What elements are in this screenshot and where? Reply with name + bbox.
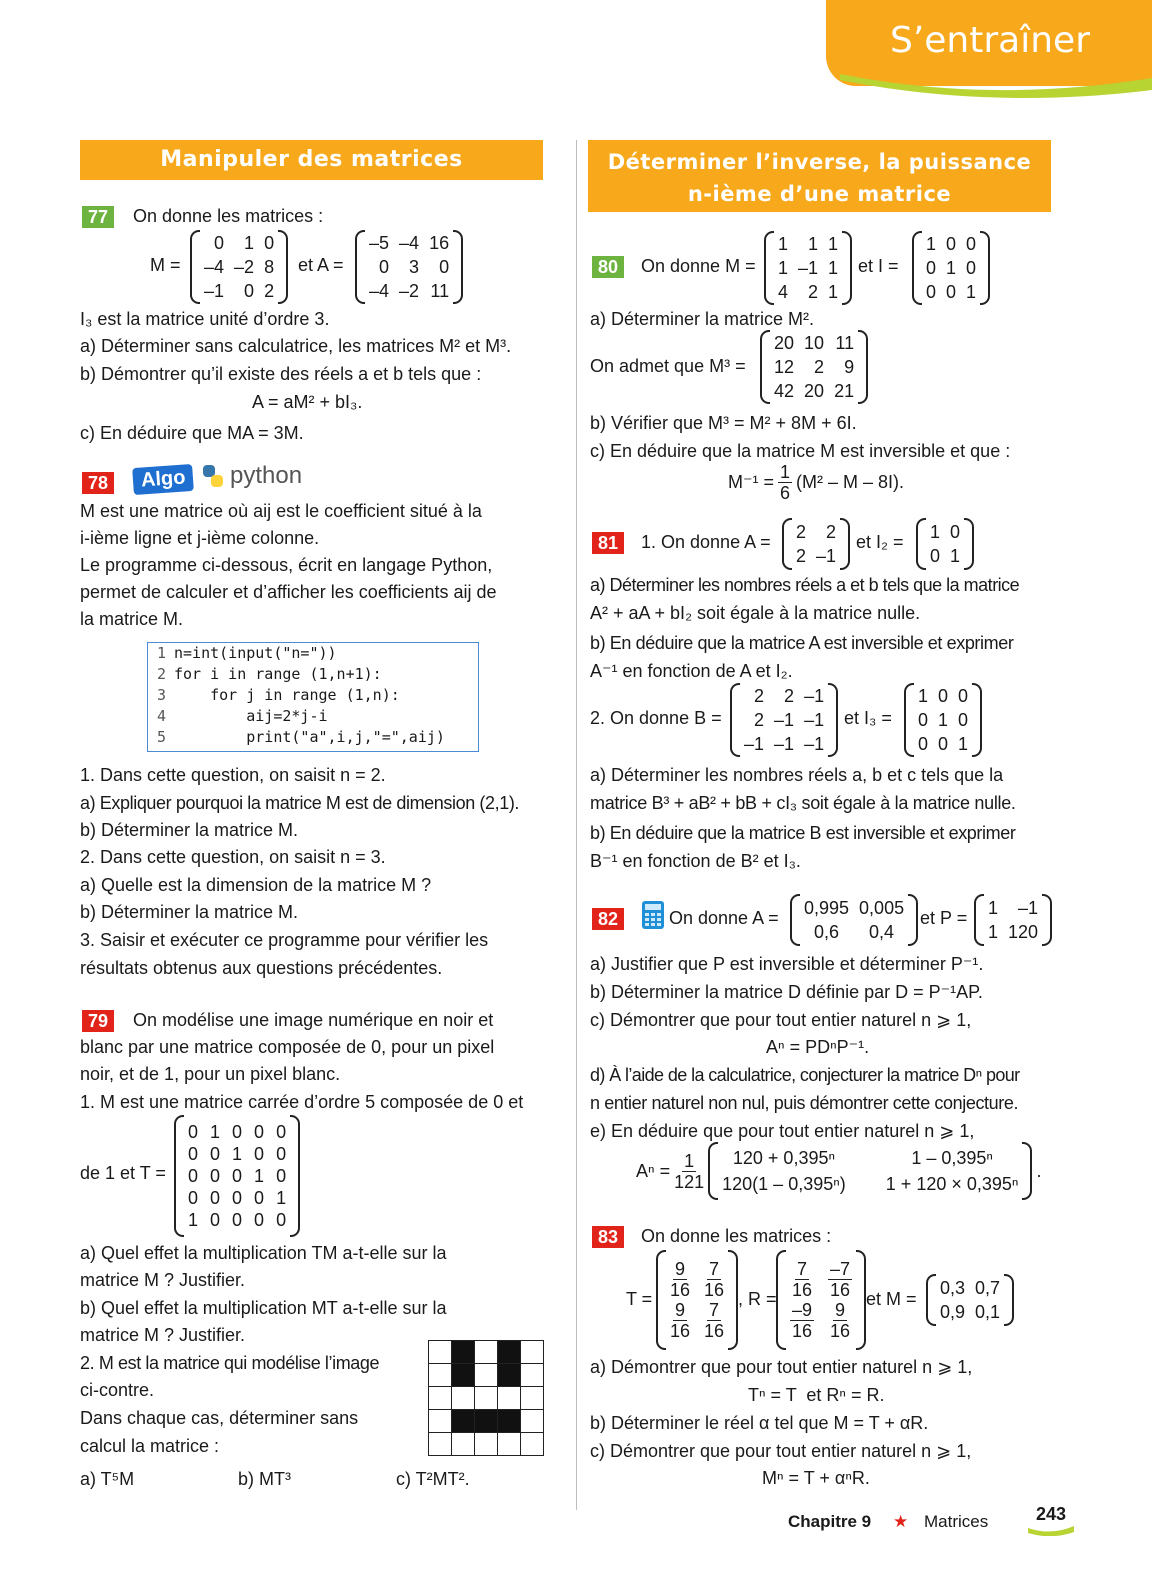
ex78-para-3: Le programme ci-dessous, écrit en langage Python, <box>80 555 493 575</box>
ex79-q2c: Dans chaque cas, déterminer sans <box>80 1408 359 1428</box>
ex79-q2a: 2. M est la matrice qui modélise l’image <box>80 1353 380 1373</box>
matrix-cell: 1 <box>778 258 789 278</box>
ex80-eq-left: M⁻¹ = <box>728 472 775 492</box>
ex83-qb: b) Déterminer le réel α tel que M = T + αR. <box>590 1413 929 1433</box>
matrix-cell: 0 <box>966 234 977 254</box>
ex80-fraction-den: 6 <box>780 483 791 503</box>
pixel-cell <box>475 1341 498 1364</box>
footer-chapter: Chapitre 9 <box>788 1512 872 1531</box>
ex82-matrix-p <box>974 894 1052 946</box>
ex78-para-1: M est une matrice où aij est le coefficient situé à la <box>80 501 482 521</box>
matrix-cell: 1 <box>210 1122 221 1142</box>
ex82-intro: On donne A = <box>669 908 779 928</box>
ex80-question-a: a) Déterminer la matrice M². <box>590 309 815 329</box>
ex78-para-5: la matrice M. <box>80 609 184 629</box>
matrix-cell: 0 <box>254 1188 265 1208</box>
matrix-cell: –4 <box>399 233 420 253</box>
ex78-q2b: b) Déterminer la matrice M. <box>80 902 299 922</box>
matrix-cell: 1 <box>778 234 789 254</box>
matrix-cell: 0,005 <box>859 898 905 918</box>
matrix-cell: 0 <box>232 1122 243 1142</box>
ex82-eq-e-left: Aⁿ = <box>636 1160 671 1181</box>
algo-badge: Algo <box>132 464 194 495</box>
ex79-qa1: a) Quel effet la multiplication TM a-t-elle sur la <box>80 1243 447 1263</box>
matrix-cell: 0 <box>214 233 225 253</box>
matrix-cell: 42 <box>774 381 795 401</box>
matrix-cell: 0,3 <box>940 1278 966 1298</box>
ex82-qd1: d) À l’aide de la calculatrice, conjecturer la matrice Dⁿ pour <box>590 1065 1020 1085</box>
ex78-q2: 2. Dans cette question, on saisit n = 3. <box>80 847 386 867</box>
matrix-cell: 2 <box>754 686 765 706</box>
pixel-cell <box>452 1364 475 1387</box>
ex79-t-label: de 1 et T = <box>80 1163 166 1183</box>
matrix-cell: 0 <box>938 686 949 706</box>
ex82-matrix-a <box>790 894 918 946</box>
matrix-cell: 0,4 <box>869 922 895 942</box>
matrix-cell: 0 <box>210 1166 221 1186</box>
ex83-r-label: , R = <box>738 1289 777 1309</box>
ex82-eq-c: Aⁿ = PDⁿP⁻¹. <box>766 1037 870 1057</box>
right-heading-line2: n-ième d’une matrice <box>687 182 952 206</box>
matrix-cell: 1 <box>946 258 957 278</box>
matrix-cell: 1 <box>254 1166 265 1186</box>
ex79-answer-b: b) MT³ <box>238 1469 291 1489</box>
matrix-cell: 1 + 120 × 0,395ⁿ <box>885 1174 1019 1194</box>
ex79-q2b: ci-contre. <box>80 1380 155 1400</box>
matrix-cell: 1 <box>244 233 255 253</box>
matrix-cell: 0,1 <box>975 1302 1001 1322</box>
ex82-eq-e-dot: . <box>1036 1160 1042 1181</box>
left-heading: Manipuler des matrices <box>80 140 543 180</box>
ex80-matrix-m3 <box>760 330 868 404</box>
ex83-and: et M = <box>866 1289 917 1309</box>
matrix-cell: –1 <box>798 258 819 278</box>
matrix-cell: 1 <box>958 734 969 754</box>
pixel-cell <box>452 1387 475 1410</box>
ex83-intro: On donne les matrices : <box>641 1226 832 1246</box>
ex79-para-2: blanc par une matrice composée de 0, pour un pixel <box>80 1037 495 1057</box>
ex78-q1a: a) Expliquer pourquoi la matrice M est de dimension (2,1). <box>80 793 520 813</box>
ex78-para-2: i-ième ligne et j-ième colonne. <box>80 528 320 548</box>
matrix-cell: 0 <box>966 258 977 278</box>
ex80-question-b: b) Vérifier que M³ = M² + 8M + 6I. <box>590 413 857 433</box>
pixel-cell <box>498 1341 521 1364</box>
ex77-matrix-m <box>190 230 288 304</box>
matrix-cell: 0 <box>188 1188 199 1208</box>
matrix-cell: 0 <box>276 1210 287 1230</box>
ex81-qa2: A² + aA + bI₂ soit égale à la matrice nulle. <box>590 603 921 623</box>
matrix-cell: 0 <box>210 1210 221 1230</box>
matrix-cell: 0 <box>244 281 255 301</box>
ex77-m-label: M = <box>150 255 181 275</box>
ex82-qe: e) En déduire que pour tout entier naturel n ⩾ 1, <box>590 1121 975 1141</box>
pixel-cell <box>475 1433 498 1456</box>
pixel-cell <box>429 1364 452 1387</box>
ex79-q1: 1. M est une matrice carrée d’ordre 5 composée de 0 et <box>80 1092 524 1112</box>
matrix-cell: 0,7 <box>975 1278 1001 1298</box>
ex82-qd2: n entier naturel non nul, puis démontrer cette conjecture. <box>590 1093 1019 1113</box>
column-divider <box>576 140 577 1510</box>
matrix-cell: 0 <box>232 1188 243 1208</box>
python-code-block <box>147 642 479 752</box>
ex78-para-4: permet de calculer et d’afficher les coefficients aij de <box>80 582 497 602</box>
ex79-matrix-t <box>174 1115 300 1237</box>
matrix-cell: 4 <box>778 282 789 302</box>
matrix-cell: 0 <box>210 1144 221 1164</box>
ex81-matrix-i3 <box>904 683 982 757</box>
matrix-cell: 1 <box>930 522 941 542</box>
ex80-matrix-i <box>912 231 990 305</box>
matrix-cell: 0 <box>276 1166 287 1186</box>
pixel-cell <box>452 1341 475 1364</box>
matrix-cell: 0 <box>276 1144 287 1164</box>
matrix-cell: 11 <box>835 333 855 353</box>
matrix-cell: 0 <box>958 710 969 730</box>
code-line: 4 aij=2*j-i <box>156 707 328 725</box>
ex83-matrix-r <box>776 1250 866 1350</box>
matrix-cell: –1 <box>804 710 825 730</box>
matrix-cell: $\frac{9}{16}$ <box>670 1300 691 1341</box>
page-number: 243 <box>1035 1504 1067 1524</box>
matrix-cell: 0 <box>232 1210 243 1230</box>
footer-star-icon: ★ <box>893 1512 909 1531</box>
ex83-eq-c: Mⁿ = T + αⁿR. <box>762 1468 870 1488</box>
ex77-equation: A = aM² + bI₃. <box>252 392 363 412</box>
ex80-intro: On donne M = <box>641 256 756 276</box>
matrix-cell: 1 – 0,395ⁿ <box>911 1148 993 1168</box>
matrix-cell: –5 <box>369 233 390 253</box>
ex80-question-c: c) En déduire que la matrice M est inversible et que : <box>590 441 1011 461</box>
matrix-cell: 2 <box>808 282 819 302</box>
matrix-cell: 0 <box>926 282 937 302</box>
matrix-cell: 1 <box>988 898 999 918</box>
ex79-para-1: On modélise une image numérique en noir et <box>133 1010 494 1030</box>
matrix-cell: 0 <box>946 282 957 302</box>
matrix-cell: 0 <box>958 686 969 706</box>
pixel-cell <box>475 1410 498 1433</box>
exercise-number-81: 81 <box>592 532 624 554</box>
matrix-cell: 1 <box>188 1210 199 1230</box>
matrix-cell: 1 <box>808 234 819 254</box>
pixel-cell <box>498 1433 521 1456</box>
ex81-q2a1: a) Déterminer les nombres réels a, b et c tels que la <box>590 765 1004 785</box>
matrix-cell: 2 <box>796 546 807 566</box>
ex80-fraction-num: 1 <box>780 462 791 482</box>
ex78-q3a: 3. Saisir et exécuter ce programme pour vérifier les <box>80 930 489 950</box>
pixel-cell <box>521 1364 544 1387</box>
tag-swoosh <box>840 70 1152 100</box>
pixel-cell <box>521 1387 544 1410</box>
matrix-cell: 0 <box>188 1144 199 1164</box>
matrix-cell: 120(1 – 0,395ⁿ) <box>722 1174 846 1194</box>
matrix-cell: 1 <box>828 234 839 254</box>
ex80-matrix-m <box>764 231 852 305</box>
ex81-qb2: A⁻¹ en fonction de A et I₂. <box>590 661 793 681</box>
exercise-number-79: 79 <box>82 1010 114 1032</box>
matrix-cell: 10 <box>804 333 825 353</box>
footer-title: Matrices <box>924 1512 989 1531</box>
ex77-question-b: b) Démontrer qu’il existe des réels a et b tels que : <box>80 364 482 384</box>
calculator-icon <box>641 900 665 930</box>
matrix-cell: 0 <box>930 546 941 566</box>
matrix-cell: 2 <box>796 522 807 542</box>
matrix-cell: –1 <box>204 281 225 301</box>
matrix-cell: 0 <box>946 234 957 254</box>
ex82-qc: c) Démontrer que pour tout entier naturel n ⩾ 1, <box>590 1010 972 1030</box>
matrix-cell: 1 <box>938 710 949 730</box>
matrix-cell: 0 <box>379 257 390 277</box>
exercise-number-77: 77 <box>82 206 114 228</box>
matrix-cell: $\frac{7}{16}$ <box>792 1259 813 1300</box>
matrix-cell: 0,9 <box>940 1302 966 1322</box>
ex83-matrix-t <box>656 1250 738 1350</box>
matrix-cell: 3 <box>409 257 420 277</box>
matrix-cell: $\frac{7}{16}$ <box>704 1259 725 1300</box>
matrix-cell: $\frac{9}{16}$ <box>670 1259 691 1300</box>
matrix-cell: 0 <box>918 734 929 754</box>
ex82-matrix-an <box>708 1142 1032 1200</box>
matrix-cell: 2 <box>814 357 825 377</box>
ex80-fraction <box>778 462 792 503</box>
ex79-qb2: matrice M ? Justifier. <box>80 1325 246 1345</box>
matrix-cell: $\frac{-7}{16}$ <box>830 1259 851 1300</box>
matrix-cell: 2 <box>784 686 795 706</box>
ex82-qb: b) Déterminer la matrice D définie par D = P⁻¹AP. <box>590 982 983 1002</box>
matrix-cell: $\frac{7}{16}$ <box>704 1300 725 1341</box>
ex80-equation <box>728 462 904 503</box>
matrix-cell: –4 <box>369 281 390 301</box>
matrix-cell: 0 <box>264 233 275 253</box>
matrix-cell: 0 <box>938 734 949 754</box>
ex81-qa1: a) Déterminer les nombres réels a et b tels que la matrice <box>590 575 1020 595</box>
matrix-cell: 1 <box>276 1188 287 1208</box>
right-heading-line1: Déterminer l’inverse, la puissance <box>607 150 1032 174</box>
pixel-cell <box>521 1410 544 1433</box>
code-line: 5 print("a",i,j,"=",aij) <box>156 728 445 746</box>
ex82-and: et P = <box>920 908 968 928</box>
matrix-cell: 16 <box>429 233 450 253</box>
ex78-q3b: résultats obtenus aux questions précédentes. <box>80 958 443 978</box>
exercise-number-80: 80 <box>592 256 624 278</box>
ex83-matrix-m <box>926 1274 1014 1326</box>
matrix-cell: –1 <box>1018 898 1039 918</box>
matrix-cell: 1 <box>926 234 937 254</box>
code-line: 1 n=int(input("n=")) <box>156 644 337 662</box>
pixel-cell <box>498 1364 521 1387</box>
matrix-cell: 2 <box>826 522 837 542</box>
ex78-q1: 1. Dans cette question, on saisit n = 2. <box>80 765 386 785</box>
ex80-eq-right: (M² – M – 8I). <box>796 472 905 492</box>
python-logo <box>200 462 302 490</box>
pixel-cell <box>521 1433 544 1456</box>
matrix-cell: 0 <box>918 710 929 730</box>
section-tag-text: S’entraîner <box>889 20 1090 61</box>
ex81-q2b1: b) En déduire que la matrice B est inversible et exprimer <box>590 823 1016 843</box>
matrix-cell: 2 <box>264 281 275 301</box>
exercise-number-82: 82 <box>592 908 624 930</box>
matrix-cell: 9 <box>844 357 855 377</box>
python-text: python <box>230 462 303 489</box>
ex79-para-3: noir, et de 1, pour un pixel blanc. <box>80 1064 341 1084</box>
matrix-cell: 0 <box>254 1210 265 1230</box>
pixel-cell <box>498 1410 521 1433</box>
matrix-cell: $\frac{9}{16}$ <box>830 1300 851 1341</box>
ex83-qc: c) Démontrer que pour tout entier naturel n ⩾ 1, <box>590 1441 972 1461</box>
matrix-cell: –2 <box>399 281 420 301</box>
ex81-q2: 2. On donne B = <box>590 708 722 728</box>
pixel-cell <box>521 1341 544 1364</box>
ex77-matrix-a <box>355 230 463 304</box>
ex81-matrix-i2 <box>916 518 974 570</box>
matrix-cell: –2 <box>234 257 255 277</box>
pixel-cell <box>429 1433 452 1456</box>
ex81-qb1: b) En déduire que la matrice A est inversible et exprimer <box>590 633 1014 653</box>
ex81-matrix-b <box>730 683 838 757</box>
ex80-admit: On admet que M³ = <box>590 356 746 376</box>
code-line: 3 for j in range (1,n): <box>156 686 400 704</box>
pixel-cell <box>429 1341 452 1364</box>
matrix-cell: 0 <box>276 1122 287 1142</box>
matrix-cell: 11 <box>430 281 450 301</box>
ex81-q2b2: B⁻¹ en fonction de B² et I₃. <box>590 851 801 871</box>
matrix-cell: $\frac{-9}{16}$ <box>792 1300 813 1341</box>
ex79-answer-a: a) T⁵M <box>80 1469 135 1489</box>
right-heading <box>588 140 1051 212</box>
ex77-intro: On donne les matrices : <box>133 206 324 226</box>
matrix-cell: 2 <box>754 710 765 730</box>
matrix-cell: 0 <box>926 258 937 278</box>
matrix-cell: 1 <box>988 922 999 942</box>
ex81-and-i2: et I₂ = <box>856 532 904 552</box>
ex80-and: et I = <box>858 256 899 276</box>
matrix-cell: –1 <box>774 734 795 754</box>
exercise-number-83: 83 <box>592 1226 624 1248</box>
ex81-q2a2: matrice B³ + aB² + bB + cI₃ soit égale à la matrice nulle. <box>590 793 1016 813</box>
matrix-cell: 1 <box>918 686 929 706</box>
matrix-cell: 0 <box>188 1166 199 1186</box>
pixel-cell <box>452 1433 475 1456</box>
ex81-q1: 1. On donne A = <box>641 532 771 552</box>
matrix-cell: 1 <box>828 258 839 278</box>
matrix-cell: 0 <box>210 1188 221 1208</box>
matrix-cell: –1 <box>804 686 825 706</box>
ex77-question-c: c) En déduire que MA = 3M. <box>80 423 304 443</box>
pixel-cell <box>452 1410 475 1433</box>
matrix-cell: 21 <box>834 381 855 401</box>
matrix-cell: 0 <box>188 1122 199 1142</box>
ex77-identity: I₃ est la matrice unité d’ordre 3. <box>80 309 330 329</box>
matrix-cell: 120 + 0,395ⁿ <box>732 1148 836 1168</box>
matrix-cell: 8 <box>264 257 275 277</box>
matrix-cell: 0 <box>439 257 450 277</box>
ex82-eq-e <box>636 1142 1042 1200</box>
matrix-cell: –4 <box>204 257 225 277</box>
matrix-cell: 0 <box>950 522 961 542</box>
matrix-cell: –1 <box>816 546 837 566</box>
ex82-fraction-den: 121 <box>674 1171 705 1192</box>
ex83-t-label: T = <box>626 1289 653 1309</box>
matrix-cell: 0 <box>254 1144 265 1164</box>
matrix-cell: 12 <box>774 357 795 377</box>
matrix-cell: –1 <box>774 710 795 730</box>
matrix-cell: 1 <box>966 282 977 302</box>
matrix-cell: 0 <box>254 1122 265 1142</box>
matrix-cell: –1 <box>744 734 765 754</box>
matrix-cell: 20 <box>804 381 825 401</box>
matrix-cell: 120 <box>1008 922 1039 942</box>
pixel-image <box>428 1340 544 1456</box>
ex79-qb1: b) Quel effet la multiplication MT a-t-elle sur la <box>80 1298 447 1318</box>
ex77-and: et A = <box>298 255 344 275</box>
pixel-cell <box>475 1364 498 1387</box>
ex82-fraction-num: 1 <box>684 1150 695 1171</box>
matrix-cell: 1 <box>828 282 839 302</box>
matrix-cell: 1 <box>950 546 961 566</box>
ex81-and-i3: et I₃ = <box>844 708 892 728</box>
matrix-cell: –1 <box>804 734 825 754</box>
ex77-question-a: a) Déterminer sans calculatrice, les matrices M² et M³. <box>80 336 512 356</box>
ex82-fraction <box>674 1151 704 1192</box>
ex82-qa: a) Justifier que P est inversible et déterminer P⁻¹. <box>590 954 984 974</box>
pixel-cell <box>429 1387 452 1410</box>
ex79-qa2: matrice M ? Justifier. <box>80 1270 246 1290</box>
ex83-qa: a) Démontrer que pour tout entier naturel n ⩾ 1, <box>590 1357 973 1377</box>
pixel-cell <box>498 1387 521 1410</box>
ex79-answer-c: c) T²MT². <box>396 1469 470 1489</box>
matrix-cell: 0,995 <box>804 898 850 918</box>
pixel-cell <box>475 1387 498 1410</box>
matrix-cell: 0,6 <box>814 922 840 942</box>
ex83-eq-a: Tⁿ = T et Rⁿ = R. <box>748 1385 885 1405</box>
ex78-q2a: a) Quelle est la dimension de la matrice M ? <box>80 875 432 895</box>
ex81-matrix-a <box>782 518 850 570</box>
pixel-cell <box>429 1410 452 1433</box>
matrix-cell: 20 <box>774 333 795 353</box>
exercise-number-78: 78 <box>82 472 114 494</box>
matrix-cell: 1 <box>232 1144 243 1164</box>
matrix-cell: 0 <box>232 1166 243 1186</box>
ex79-q2d: calcul la matrice : <box>80 1436 220 1456</box>
code-line: 2 for i in range (1,n+1): <box>156 665 382 683</box>
python-icon <box>200 463 226 489</box>
ex78-q1b: b) Déterminer la matrice M. <box>80 820 299 840</box>
